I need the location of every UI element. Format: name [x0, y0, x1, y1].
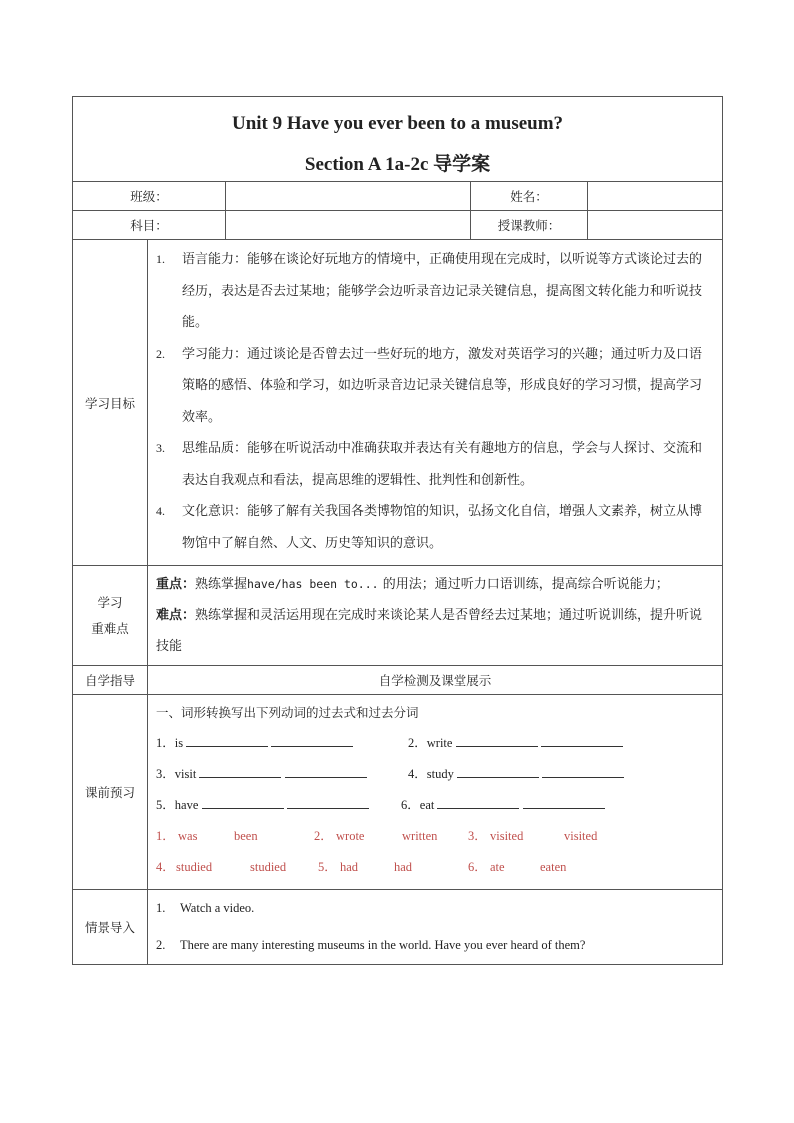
goal-number: 2.: [156, 346, 165, 361]
question-item: [156, 728, 353, 759]
question-word: write: [426, 736, 453, 750]
focus-text-b: 的用法；通过听力口语训练，提高综合听说能力；: [378, 577, 669, 592]
goal-number: 4.: [156, 504, 165, 518]
key-points-label: [73, 566, 148, 666]
class-field[interactable]: [226, 182, 471, 211]
answer-participle: been: [234, 829, 258, 843]
scene-content: [148, 890, 723, 965]
name-label: 姓名：: [471, 182, 588, 211]
question-item: [401, 790, 605, 821]
answer-blank[interactable]: [523, 794, 605, 809]
answer-blank[interactable]: [541, 732, 623, 747]
answer-number: 5．: [318, 860, 337, 874]
question-word: eat: [419, 798, 435, 812]
subject-label: 科目：: [73, 211, 226, 240]
answer-number: 1．: [156, 829, 175, 843]
goal-number: 1.: [156, 252, 165, 266]
answer-participle: had: [394, 860, 413, 874]
title-cell: [73, 97, 723, 182]
page-title: Unit 9 Have you ever been to a museum?: [231, 112, 564, 134]
question-item: [156, 790, 369, 821]
answer-number: 4．: [156, 860, 175, 874]
answer-blank[interactable]: [202, 794, 284, 809]
answer-row: [156, 821, 714, 852]
focus-text-a: 熟练掌握: [195, 577, 248, 592]
answer-past: visited: [490, 829, 524, 843]
self-study-check-label: 自学检测及课堂展示: [148, 666, 723, 695]
lesson-table: [72, 96, 723, 965]
key-points-label-line1: 学习: [97, 594, 123, 610]
page-subtitle: Section A 1a-2c 导学案: [304, 153, 491, 175]
question-number: 3．: [156, 767, 175, 781]
self-study-guide-label: 自学指导: [73, 666, 148, 695]
answer-blank[interactable]: [186, 732, 268, 747]
question-number: 5．: [156, 798, 175, 812]
question-word: is: [174, 736, 184, 750]
answer-past: wrote: [336, 829, 365, 843]
focus-line: [156, 569, 714, 600]
worksheet: [72, 96, 722, 965]
answer-participle: eaten: [540, 860, 567, 874]
question-item: [408, 759, 624, 790]
question-row: [156, 790, 714, 821]
answer-blank[interactable]: [199, 763, 281, 778]
answer-blank[interactable]: [542, 763, 624, 778]
difficulty-text: 熟练掌握和灵活运用现在完成时来谈论某人是否曾经去过某地；通过听说训练，提升听说技能: [156, 608, 703, 654]
question-item: [156, 759, 367, 790]
answer-blank[interactable]: [456, 732, 538, 747]
goal-number: 3.: [156, 441, 165, 455]
goal-item: [156, 496, 712, 559]
goal-text: 学习能力：通过谈论是否曾去过一些好玩的地方，激发对英语学习的兴趣；通过听力及口语策略的感悟、体验和学习，如边听录音边记录关键信息等，形成良好的学习习惯，提高学习效率。: [182, 346, 703, 425]
name-field[interactable]: [588, 182, 723, 211]
answer-participle: visited: [564, 829, 598, 843]
teacher-label: 授课教师：: [471, 211, 588, 240]
answer-past: studied: [176, 860, 213, 874]
scene-label: 情景导入: [73, 890, 148, 965]
goal-item: [156, 339, 712, 434]
question-number: 2．: [408, 736, 427, 750]
question-row: [156, 728, 714, 759]
goal-item: [156, 244, 712, 339]
answer-number: 2．: [314, 829, 333, 843]
preview-heading: 一、词形转换写出下列动词的过去式和过去分词: [156, 705, 419, 720]
answer-participle: written: [402, 829, 438, 843]
difficulty-label: 难点：: [156, 608, 196, 623]
question-word: visit: [174, 767, 197, 781]
answer-past: was: [178, 829, 198, 843]
answer-past: had: [340, 860, 359, 874]
scene-number: 1.: [156, 901, 166, 915]
answer-blank[interactable]: [457, 763, 539, 778]
goal-text: 思维品质：能够在听说活动中准确获取并表达有关有趣地方的信息，学会与人探讨、交流和表达自我观点和看法，提高思维的逻辑性、批判性和创新性。: [182, 441, 703, 488]
question-row: [156, 759, 714, 790]
class-label: 班级：: [73, 182, 226, 211]
scene-text: Watch a video.: [180, 901, 255, 915]
scene-number: 2.: [156, 938, 166, 952]
goals-label: 学习目标: [73, 240, 148, 566]
answer-blank[interactable]: [285, 763, 367, 778]
key-points-content: [148, 566, 723, 666]
goals-content: [148, 240, 723, 566]
question-item: [408, 728, 623, 759]
preview-label: 课前预习: [73, 695, 148, 890]
answer-number: 3．: [468, 829, 487, 843]
goal-text: 语言能力：能够在谈论好玩地方的情境中，正确使用现在完成时，以听说等方式谈论过去的经历，表达是否去过某地；能够学会边听录音边记录关键信息，提高图文转化能力和听说技能。: [182, 252, 703, 330]
answer-row: [156, 852, 714, 883]
scene-item: [156, 927, 714, 964]
answer-blank[interactable]: [287, 794, 369, 809]
scene-item: [156, 890, 714, 927]
question-number: 1．: [156, 736, 175, 750]
answer-number: 6．: [468, 860, 487, 874]
key-points-label-line2: 重难点: [91, 620, 129, 636]
goal-item: [156, 433, 712, 496]
scene-text: There are many interesting museums in the world. Have you ever heard of them?: [180, 938, 586, 952]
answer-participle: studied: [250, 860, 287, 874]
difficulty-line: [156, 600, 714, 662]
answer-blank[interactable]: [271, 732, 353, 747]
subject-field[interactable]: [226, 211, 471, 240]
question-number: 6．: [401, 798, 420, 812]
answer-blank[interactable]: [437, 794, 519, 809]
question-word: study: [426, 767, 454, 781]
question-number: 4．: [408, 767, 427, 781]
teacher-field[interactable]: [588, 211, 723, 240]
goal-text: 文化意识：能够了解有关我国各类博物馆的知识，弘扬文化自信，增强人文素养，树立从博物馆中了解自然、人文、历史等知识的意识。: [182, 504, 703, 551]
answer-past: ate: [490, 860, 505, 874]
focus-code: have/has been to...: [247, 577, 379, 591]
preview-content: [148, 695, 723, 890]
focus-label: 重点：: [156, 577, 196, 592]
question-word: have: [174, 798, 199, 812]
